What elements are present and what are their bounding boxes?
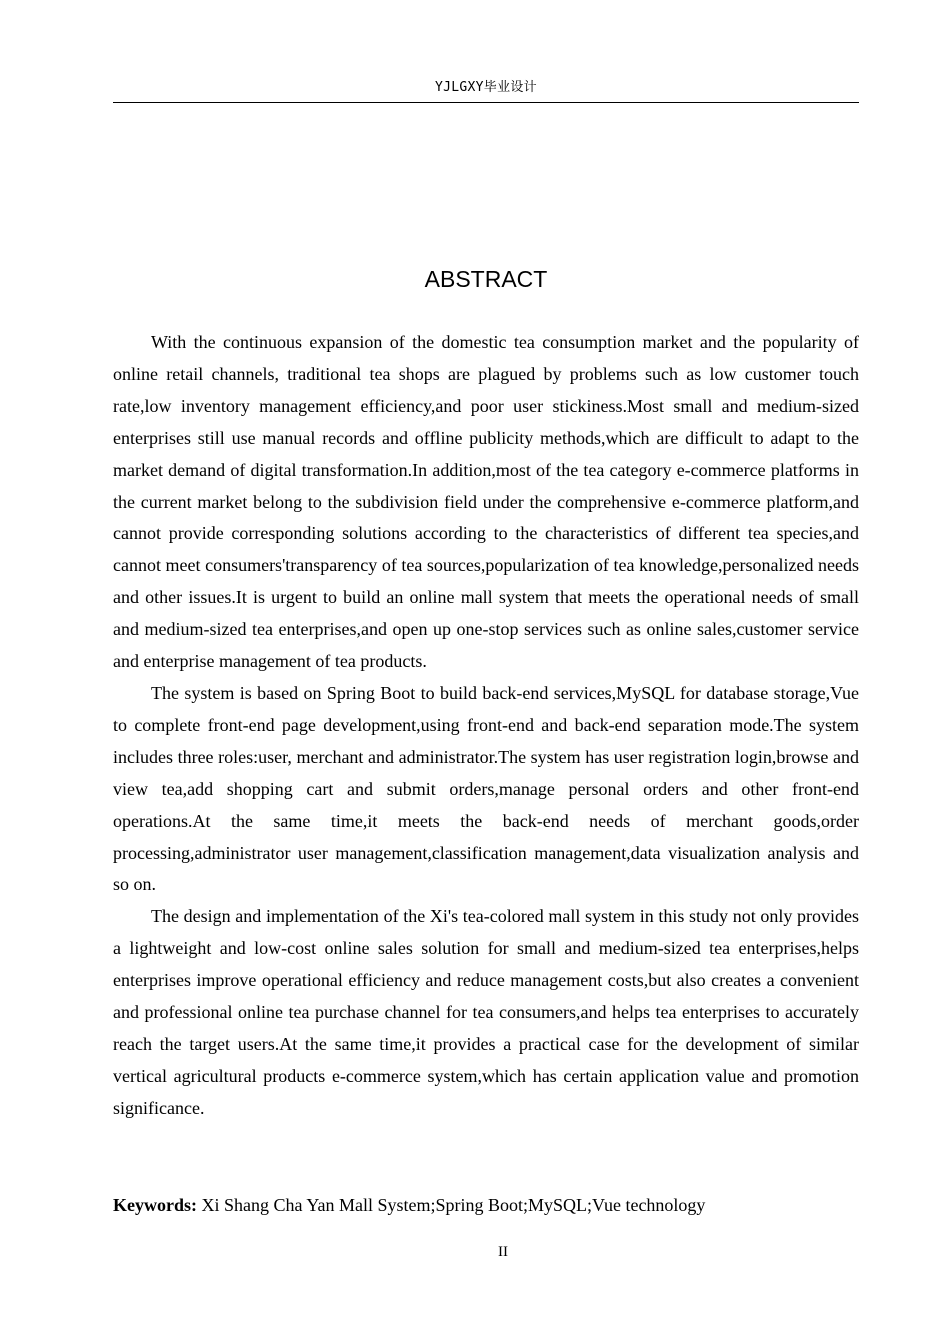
page-header <box>113 78 859 103</box>
abstract-paragraph: The design and implementation of the Xi's tea-colored mall system in this study not only provides a lightweight and low-cost online sales solution for small and medium-sized tea enterprises,helps enterprises improve operational efficiency and reduce management costs,but also creates a convenient and professional online tea purchase channel for tea consumers,and helps tea enterprises to accurately reach the target users.At the same time,it provides a practical case for the development of similar vertical agricultural products e-commerce system,which has certain application value and promotion significance. <box>113 906 859 1118</box>
page-number: II <box>498 1244 508 1260</box>
abstract-paragraph: The system is based on Spring Boot to build back-end services,MySQL for database storage,Vue to complete front-end page development,using front-end and back-end separation mode.The system includes three roles:user, merchant and administrator.The system has user registration login,browse and view tea,add shopping cart and submit orders,manage personal orders and other front-end operations.At the same time,it meets the back-end needs of merchant goods,order processing,administrator user management,classification management,data visualization analysis and so on. <box>113 682 859 895</box>
keywords-text: Xi Shang Cha Yan Mall System;Spring Boot;MySQL;Vue technology <box>201 1195 706 1215</box>
abstract-paragraph: With the continuous expansion of the domestic tea consumption market and the popularity of online retail channels, traditional tea shops are plagued by problems such as low customer touch rate,low inventory management efficiency,and poor user stickiness.Most small and medium-sized enterprises still use manual records and offline publicity methods,which are difficult to adapt to the market demand of digital transformation.In addition,most of the tea category e-commerce platforms in the current market belong to the subdivision field under the comprehensive e-commerce platform,and cannot provide corresponding solutions according to the characteristics of different tea species,and cannot meet consumers'transparency of tea sources,popularization of tea knowledge,personalized needs and other issues.It is urgent to build an online mall system that meets the operational needs of small and medium-sized tea enterprises,and open up one-stop services such as online sales,customer service and enterprise management of tea products. <box>113 332 859 672</box>
keywords-label: Keywords: <box>113 1195 197 1215</box>
keywords-line <box>113 1190 859 1220</box>
abstract-body <box>113 327 859 1125</box>
abstract-title: ABSTRACT <box>424 266 548 292</box>
header-text: YJLGXY毕业设计 <box>435 80 537 95</box>
